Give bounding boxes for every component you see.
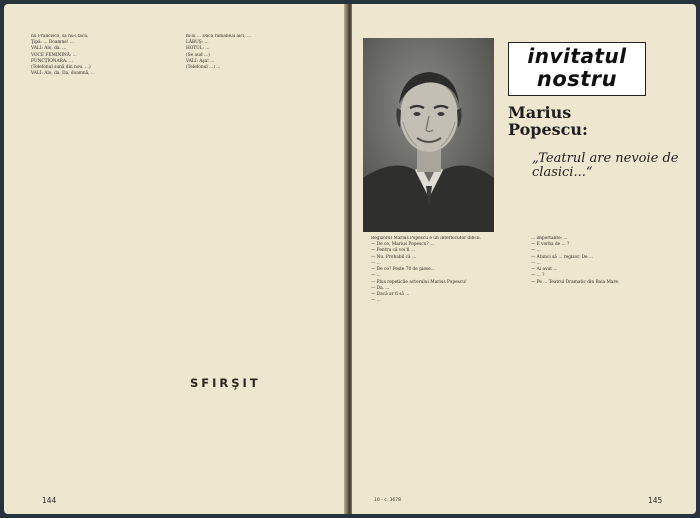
interview-paragraph: — Nu. Probabil că ...: [371, 254, 417, 260]
right-page: [352, 4, 696, 514]
page-number-right: 145: [648, 496, 663, 505]
end-mark: SFIRŞIT: [190, 376, 261, 390]
open-magazine-spread: [4, 4, 696, 514]
interview-paragraph: Regizorul Marius Popescu e un interlocutor dificil.: [371, 236, 482, 241]
interview-paragraph: — De ce? Peste 70 de piese...: [371, 267, 435, 273]
play-paragraph: (Telefonul sună din nou. ...): [31, 65, 91, 71]
portrait-photo: [363, 38, 494, 232]
interview-paragraph: ... importante: ...: [531, 236, 568, 241]
play-paragraph: m-ai ... Dacă rămâneai aici, ...: [186, 34, 252, 39]
interview-paragraph: — ...: [531, 260, 541, 266]
play-paragraph: VALI: Aşa! ...: [186, 58, 215, 64]
interview-paragraph: — Atunci să ... regizor. De ...: [531, 254, 594, 260]
interview-paragraph: — ...: [371, 260, 381, 266]
interview-paragraph: — ...: [371, 273, 381, 279]
interview-paragraph: — Dacă ar fi să ...: [371, 292, 410, 298]
play-paragraph: HOTUL: ...: [186, 46, 210, 52]
page-number-left: 144: [42, 496, 57, 505]
interview-paragraph: — ...: [371, 298, 381, 304]
name-line-1: Marius: [508, 103, 572, 122]
portrait-image: [363, 38, 494, 232]
interview-tagline: „Teatrul are nevoie de clasici...“: [532, 151, 679, 180]
interview-paragraph: — ...: [531, 248, 541, 254]
play-paragraph: (Telefonul ...) ...: [186, 65, 221, 71]
interviewee-name: [508, 104, 588, 138]
play-paragraph: VALI: Alo, da. ...: [31, 46, 67, 52]
play-paragraph: VOCE FEMININĂ: ...: [31, 52, 77, 58]
play-text-column-2: [181, 34, 325, 362]
interview-paragraph: — E vorba de ... ?: [531, 242, 570, 248]
section-badge: [508, 42, 646, 96]
play-paragraph: Ţipă: ... Doamne! ...: [31, 40, 74, 46]
interview-paragraph: — De ce, Marius Popescu? ...: [371, 242, 435, 248]
badge-title-line1: invitatul: [527, 44, 627, 68]
badge-title-line2: nostru: [536, 67, 618, 91]
interview-paragraph: — Pe ... Teatrul Dramatic din Baia Mare.: [531, 279, 620, 285]
name-line-2: Popescu:: [508, 120, 588, 139]
interview-paragraph: — Pentru că voi fi ...: [371, 248, 416, 254]
interview-paragraph: — Plus repeticile actorului Marius Popescu!: [371, 279, 467, 285]
interview-column-2: [526, 236, 676, 498]
interview-paragraph: — Ai avut ...: [531, 267, 558, 273]
play-paragraph: LĂBUŞ: ...: [186, 40, 209, 46]
left-page: [4, 4, 346, 514]
play-paragraph: FUNCŢIONARA: ...: [31, 58, 73, 64]
play-paragraph: (Se aud ...): [186, 52, 210, 58]
interview-paragraph: — Da. ...: [371, 285, 390, 291]
interview-paragraph: — ... ?: [531, 273, 545, 279]
play-paragraph: nu Francisco, să nu-i facă.: [31, 34, 89, 39]
play-paragraph: VALI: Alo, da. Da, doamnă, ...: [31, 71, 95, 77]
interview-column-1: [366, 236, 514, 488]
play-text-column-1: [26, 34, 170, 394]
print-code: 10 - c. 3678: [374, 498, 401, 503]
